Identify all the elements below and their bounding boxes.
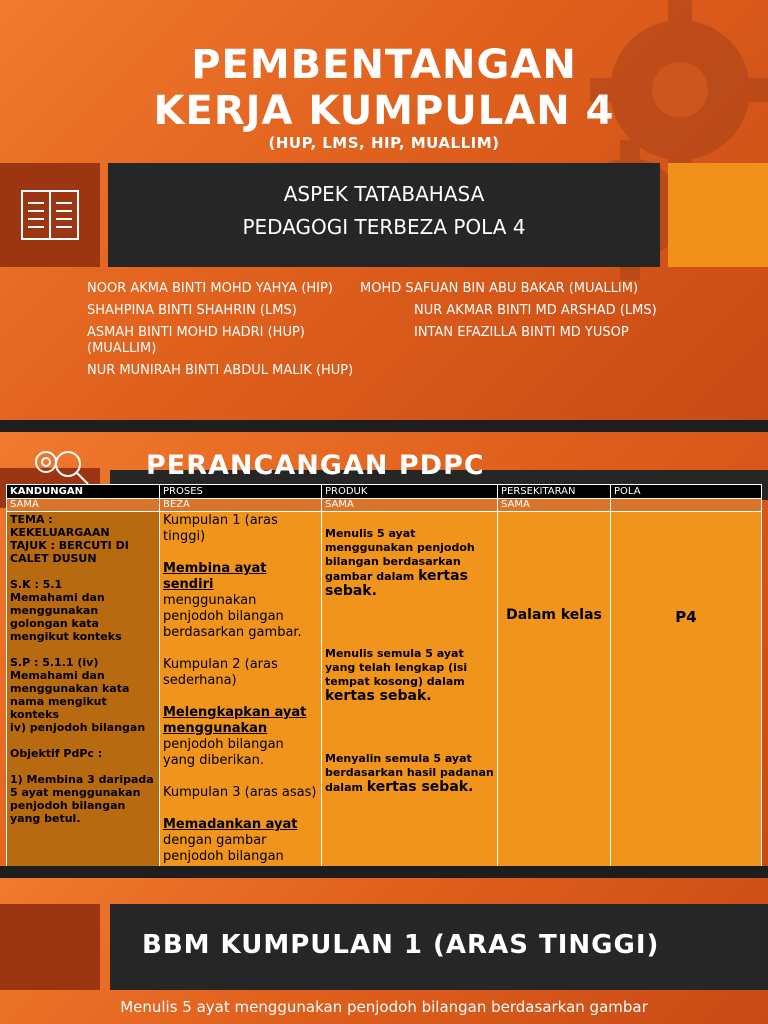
table-header-row (7, 485, 762, 499)
table-subheader-row (7, 499, 762, 512)
header-persekitaran: PERSEKITARAN (498, 485, 611, 499)
slide-title: PERANCANGAN PDPC (146, 450, 485, 481)
member-name: MOHD SAFUAN BIN ABU BAKAR (MUALLIM) (360, 281, 639, 296)
kandungan-line: Memahami dan menggunakan kata nama mengikut konteks (10, 669, 130, 721)
pola-value: P4 (675, 608, 697, 626)
proses-text: dengan gambar penjodoh bilangan (163, 833, 284, 864)
title-line-1: PEMBENTANGAN (191, 42, 577, 88)
proses-group-label: Kumpulan 2 (aras sederhana) (163, 657, 278, 688)
subheader-cell: BEZA (160, 499, 322, 512)
proses-action: Memadankan ayat (163, 817, 298, 832)
header-proses: PROSES (160, 485, 322, 499)
subheader-cell: SAMA (322, 499, 498, 512)
title-bar (110, 904, 768, 990)
proses-action: Melengkapkan ayat menggunakan (163, 705, 307, 736)
subheader-cell (611, 499, 762, 512)
icon-box (0, 163, 100, 267)
kandungan-cell (7, 512, 160, 867)
member-name: SHAHPINA BINTI SHAHRIN (LMS) (87, 303, 297, 318)
header-produk: PRODUK (322, 485, 498, 499)
persekitaran-cell (498, 512, 611, 867)
proses-group-label: Kumpulan 3 (aras asas) (163, 785, 317, 800)
proses-text: menggunakan penjodoh bilangan berdasarkan gambar. (163, 593, 302, 640)
kandungan-line: Memahami dan menggunakan golongan kata mengikut konteks (10, 591, 122, 643)
member-name: ASMAH BINTI MOHD HADRI (HUP) (87, 325, 305, 340)
proses-action: Membina ayat sendiri (163, 561, 267, 592)
produk-item-2: Menulis semula 5 ayat yang telah lengkap (isi tempat kosong) dalam kertas sebak. (325, 647, 468, 704)
topic-bar (108, 163, 660, 267)
header-kandungan: KANDUNGAN (7, 485, 160, 499)
topic-line-2: PEDAGOGI TERBEZA POLA 4 (242, 215, 526, 239)
accent-box (668, 163, 768, 267)
table-row (7, 512, 762, 867)
slide-perancangan (0, 432, 768, 866)
subtitle: (HUP, LMS, HIP, MUALLIM) (268, 134, 500, 152)
header-pola: POLA (611, 485, 762, 499)
pdpc-table (6, 484, 762, 866)
kandungan-line: 1) Membina 3 daripada 5 ayat menggunakan penjodoh bilangan yang betul. (10, 773, 154, 825)
proses-group-label: Kumpulan 1 (aras tinggi) (163, 513, 278, 544)
kandungan-line: TEMA : KEKELUARGAAN (10, 513, 110, 539)
member-name: NOOR AKMA BINTI MOHD YAHYA (HIP) (87, 281, 333, 296)
produk-item-3: Menyalin semula 5 ayat berdasarkan hasil padanan dalam kertas sebak. (325, 752, 494, 795)
proses-text: penjodoh bilangan yang diberikan. (163, 737, 284, 768)
subheader-cell: SAMA (498, 499, 611, 512)
member-name: NUR MUNIRAH BINTI ABDUL MALIK (HUP) (87, 363, 354, 378)
kandungan-line: S.K : 5.1 (10, 578, 63, 591)
kandungan-line: iv) penjodoh bilangan (10, 721, 146, 734)
kandungan-line: S.P : 5.1.1 (iv) (10, 656, 99, 669)
member-name: (MUALLIM) (87, 341, 157, 356)
icon-box (0, 904, 100, 990)
slide-title (0, 0, 768, 420)
proses-cell (160, 512, 322, 867)
slide-bbm (0, 878, 768, 1024)
member-name: NUR AKMAR BINTI MD ARSHAD (LMS) (414, 303, 657, 318)
topic-line-1: ASPEK TATABAHASA (283, 182, 485, 206)
title-line-2: KERJA KUMPULAN 4 (153, 88, 615, 134)
produk-item-1: Menulis 5 ayat menggunakan penjodoh bilangan berdasarkan gambar dalam kertas sebak. (325, 527, 475, 599)
kandungan-line: TAJUK : BERCUTI DI CALET DUSUN (10, 539, 129, 565)
kandungan-line: Objektif PdPc : (10, 747, 103, 760)
pola-cell (611, 512, 762, 867)
persekitaran-value: Dalam kelas (506, 607, 602, 623)
slide-title: BBM KUMPULAN 1 (ARAS TINGGI) (142, 930, 660, 960)
slide-subtitle: Menulis 5 ayat menggunakan penjodoh bilangan berdasarkan gambar (120, 998, 648, 1016)
subheader-cell: SAMA (7, 499, 160, 512)
book-icon (0, 163, 100, 267)
member-name: INTAN EFAZILLA BINTI MD YUSOP (414, 325, 629, 340)
produk-cell (322, 512, 498, 867)
